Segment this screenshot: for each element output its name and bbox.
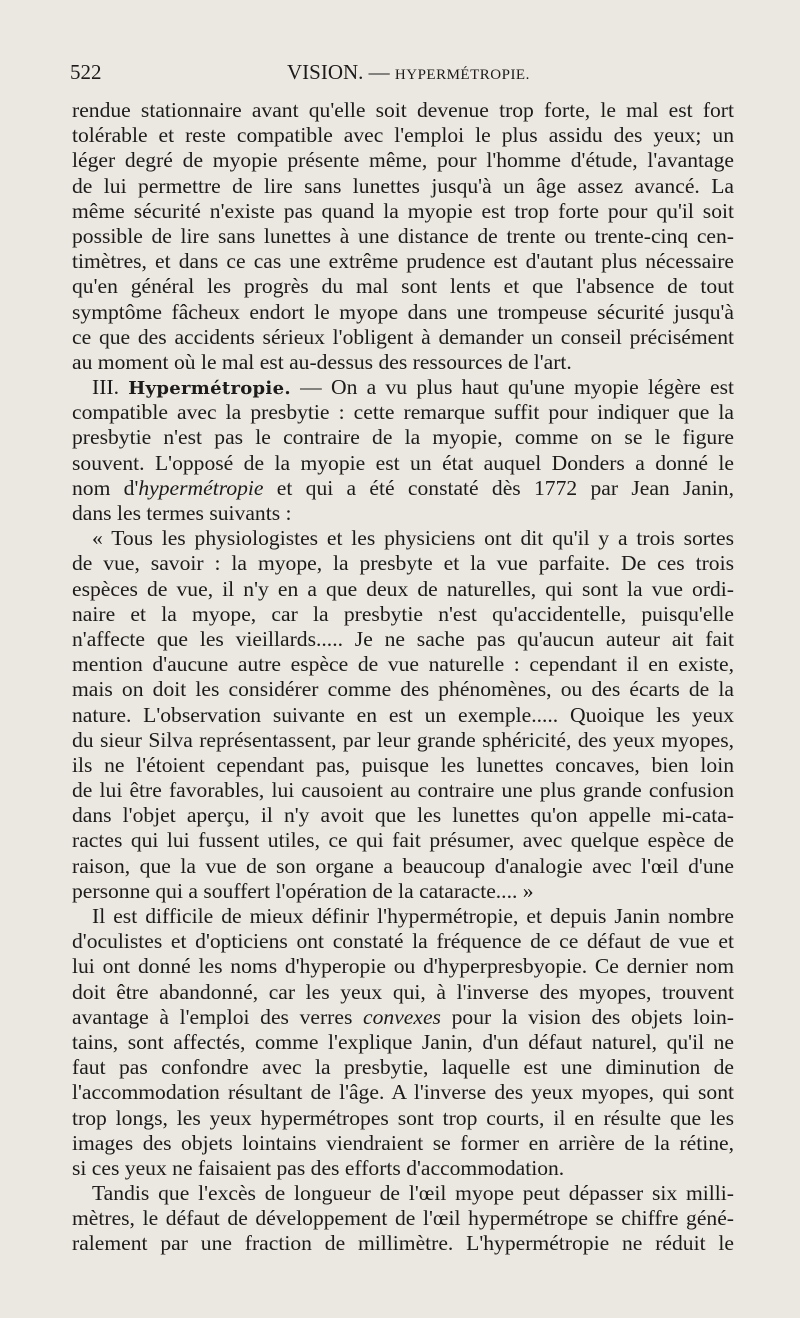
section-heading-line	[72, 375, 734, 400]
text-line: l'accommodation résultant de l'âge. A l'inverse des yeux myopes, qui sont	[72, 1080, 734, 1105]
quote-line: nature. L'observation suivante en est un exemple..... Quoique les yeux	[72, 702, 734, 727]
text-line: tolérable et reste compatible avec l'emploi le plus assidu des yeux; un	[72, 123, 734, 148]
text-line: d'oculistes et d'opticiens ont constaté la fréquence de ce défaut de vue et	[72, 929, 734, 954]
italic-term: hypermétropie	[138, 475, 264, 500]
text-line: si ces yeux ne faisaient pas des efforts d'accommodation.	[72, 1155, 565, 1180]
text-line: souvent. L'opposé de la myopie est un état auquel Donders a donné le	[72, 450, 734, 475]
text-line: trop longs, les yeux hypermétropes sont trop courts, il en résulte que les	[72, 1105, 734, 1130]
text-line: presbytie n'est pas le contraire de la myopie, comme on se le figure	[72, 425, 734, 450]
text-fragment: et qui a été constaté dès 1772 par Jean Janin,	[263, 475, 734, 500]
body-text	[72, 98, 734, 1257]
quote-line: du sieur Silva représentassent, par leur grande sphéricité, des yeux myopes,	[72, 727, 734, 752]
text-line: compatible avec la presbytie : cette remarque suffit pour indiquer que la	[72, 400, 734, 425]
text-line: Il est difficile de mieux définir l'hypermétropie, et depuis Janin nombre	[92, 904, 734, 928]
text-line: au moment où le mal est au-dessus des ressources de l'art.	[72, 349, 572, 374]
running-title: VISION.	[287, 60, 364, 84]
text-line	[72, 1005, 734, 1030]
page-header	[70, 60, 734, 90]
quote-line: personne qui a souffert l'opération de la cataracte.... »	[72, 878, 534, 903]
text-line: mètres, le défaut de développement de l'œil hypermétrope se chiffre géné-	[72, 1206, 734, 1231]
text-fragment: pour la vision des objets loin-	[440, 1004, 734, 1029]
page-number: 522	[70, 60, 102, 84]
text-line: ce que des accidents sérieux l'obligent à demander un conseil précisément	[72, 324, 734, 349]
text-fragment: nom d'	[72, 475, 139, 500]
text-line: qu'en général les progrès du mal sont lents et que l'absence de tout	[72, 274, 734, 299]
running-head	[287, 60, 530, 85]
quote-line: ractes qui lui fussent utiles, ce qui fait présumer, avec quelque espèce de	[72, 828, 734, 853]
text-line: de lui permettre de lire sans lunettes jusqu'à un âge assez avancé. La	[72, 173, 734, 198]
text-line: Tandis que l'excès de longueur de l'œil myope peut dépasser six milli-	[92, 1181, 734, 1206]
text-line: faut pas confondre avec la presbytie, laquelle est une diminution de	[72, 1055, 734, 1080]
quote-line: raison, que la vue de son organe a beaucoup d'analogie avec l'œil d'une	[72, 853, 734, 878]
text-line: images des objets lointains viendraient se former en arrière de la rétine,	[72, 1130, 734, 1155]
text-line: doit être abandonné, car les yeux qui, à l'inverse des myopes, trouvent	[72, 979, 734, 1004]
text-line: timètres, et dans ce cas une extrême prudence est d'autant plus nécessaire	[72, 249, 734, 274]
italic-term: convexes	[363, 1004, 441, 1029]
quote-line: mais on doit les considérer comme des phénomènes, ou des écarts de la	[72, 677, 734, 702]
section-title: HYPERMÉTROPIE.	[394, 67, 530, 83]
text-fragment: avantage à l'emploi des verres	[72, 1004, 364, 1029]
header-separator: —	[368, 60, 390, 84]
quote-line: « Tous les physiologistes et les physiciens ont dit qu'il y a trois sortes	[92, 526, 734, 551]
section-heading: Hypermétropie.	[128, 378, 291, 400]
section-number: III.	[92, 375, 119, 400]
text-line: lui ont donné les noms d'hyperopie ou d'hyperpresbyopie. Ce dernier nom	[72, 954, 734, 979]
text-line	[72, 476, 734, 501]
quote-line: de lui être favorables, lui causoient au contraire une plus grande confusion	[72, 778, 734, 803]
section-heading-text: — On a vu plus haut qu'une myopie légère est	[300, 375, 734, 400]
quote-line: dans l'objet aperçu, il n'y avoit que les lunettes qu'on appelle mi-cata-	[72, 803, 734, 828]
text-line: dans les termes suivants :	[72, 501, 292, 525]
text-line: rendue stationnaire avant qu'elle soit devenue trop forte, le mal est fort	[72, 98, 734, 122]
quote-line: naire et la myope, car la presbytie n'est qu'accidentelle, puisqu'elle	[72, 601, 734, 626]
text-line: possible de lire sans lunettes à une distance de trente ou trente-cinq cen-	[72, 223, 734, 248]
quote-line: ils ne l'étoient cependant pas, puisque les lunettes concaves, bien loin	[72, 752, 734, 777]
quote-line: espèces de vue, il n'y en a que deux de naturelles, qui sont la vue ordi-	[72, 576, 734, 601]
quote-line: de vue, savoir : la myope, la presbyte et la vue parfaite. De ces trois	[72, 551, 734, 576]
text-line: léger degré de myopie présente même, pour l'homme d'étude, l'avantage	[72, 148, 734, 173]
quote-line: mention d'aucune autre espèce de vue naturelle : cependant il en existe,	[72, 652, 734, 677]
text-line: tains, sont affectés, comme l'explique Janin, d'un défaut naturel, qu'il ne	[72, 1029, 734, 1054]
text-line: ralement par une fraction de millimètre. L'hypermétropie ne réduit le	[72, 1231, 734, 1256]
text-line: symptôme fâcheux endort le myope dans une trompeuse sécurité jusqu'à	[72, 299, 734, 324]
text-line: même sécurité n'existe pas quand la myopie est trop forte pour qu'il soit	[72, 198, 734, 223]
quote-line: n'affecte que les vieillards..... Je ne sache pas qu'aucun auteur ait fait	[72, 626, 734, 651]
